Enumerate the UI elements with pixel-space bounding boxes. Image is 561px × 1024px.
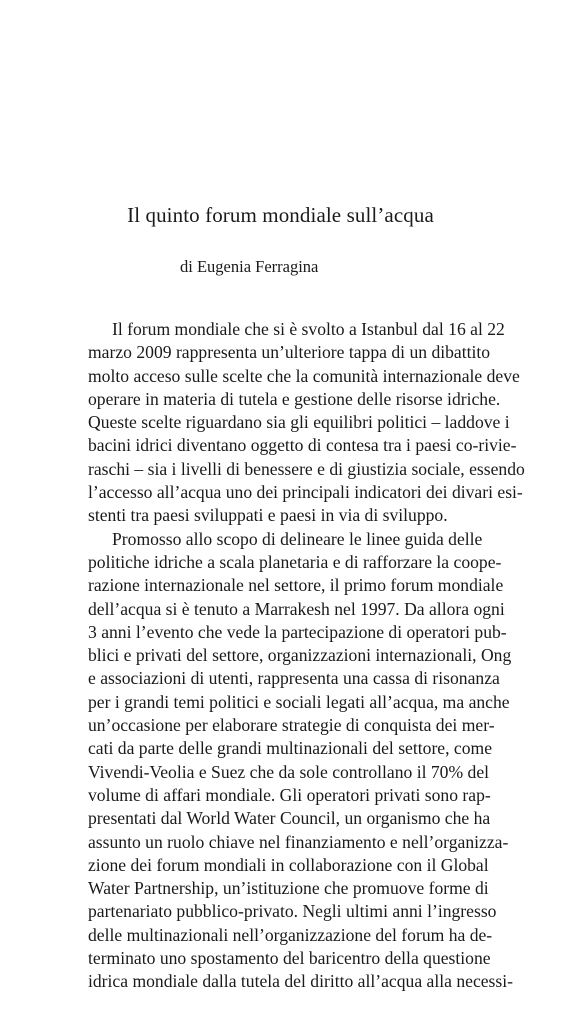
text-line: volume di affari mondiale. Gli operatori privati sono rap- — [88, 784, 491, 805]
text-line: dell’acqua si è tenuto a Marrakesh nel 1997. Da allora ogni — [88, 598, 505, 619]
text-line: cati da parte delle grandi multinazionali del settore, come — [88, 738, 493, 759]
text-line: 3 anni l’evento che vede la partecipazione di operatori pub- — [88, 621, 507, 642]
article-body — [88, 318, 525, 994]
text-line: marzo 2009 rappresenta un’ulteriore tappa di un dibattito — [88, 342, 491, 363]
text-line: zione dei forum mondiali in collaborazione con il Global — [88, 854, 489, 875]
text-line: l’accesso all’acqua uno dei principali indicatori dei divari esi- — [88, 482, 523, 503]
article-title: Il quinto forum mondiale sull’acqua — [127, 203, 434, 227]
text-line: operare in materia di tutela e gestione delle risorse idriche. — [88, 388, 501, 409]
text-line: raschi – sia i livelli di benessere e di giustizia sociale, essendo — [88, 458, 525, 479]
article-author: di Eugenia Ferragina — [180, 257, 319, 276]
text-line: bacini idrici diventano oggetto di contesa tra i paesi co-rivie- — [88, 435, 517, 456]
text-line: Vivendi-Veolia e Suez che da sole controllano il 70% del — [88, 761, 490, 782]
text-line: terminato uno spostamento del baricentro della questione — [88, 948, 491, 969]
text-line: molto acceso sulle scelte che la comunità internazionale deve — [88, 365, 520, 386]
text-line: assunto un ruolo chiave nel finanziamento e nell’organizza- — [88, 831, 509, 852]
text-line: Promosso allo scopo di delineare le linee guida delle — [112, 528, 483, 549]
text-line: stenti tra paesi sviluppati e paesi in via di sviluppo. — [88, 505, 448, 526]
text-line: idrica mondiale dalla tutela del diritto all’acqua alla necessi- — [88, 971, 513, 992]
text-line: Queste scelte riguardano sia gli equilibri politici – laddove i — [88, 412, 510, 433]
text-line: per i grandi temi politici e sociali legati all’acqua, ma anche — [88, 691, 510, 712]
text-line: politiche idriche a scala planetaria e di rafforzare la coope- — [88, 551, 502, 572]
text-line: un’occasione per elaborare strategie di conquista dei mer- — [88, 715, 495, 736]
text-line: razione internazionale nel settore, il primo forum mondiale — [88, 575, 504, 596]
text-line: presentati dal World Water Council, un organismo che ha — [88, 808, 491, 829]
text-line: partenariato pubblico-privato. Negli ultimi anni l’ingresso — [88, 901, 497, 922]
text-line: delle multinazionali nell’organizzazione del forum ha de- — [88, 924, 493, 945]
text-line: blici e privati del settore, organizzazioni internazionali, Ong — [88, 645, 512, 666]
text-line: Water Partnership, un’istituzione che promuove forme di — [88, 878, 489, 899]
text-line: Il forum mondiale che si è svolto a Istanbul dal 16 al 22 — [112, 319, 505, 339]
text-line: e associazioni di utenti, rappresenta una cassa di risonanza — [88, 668, 500, 689]
